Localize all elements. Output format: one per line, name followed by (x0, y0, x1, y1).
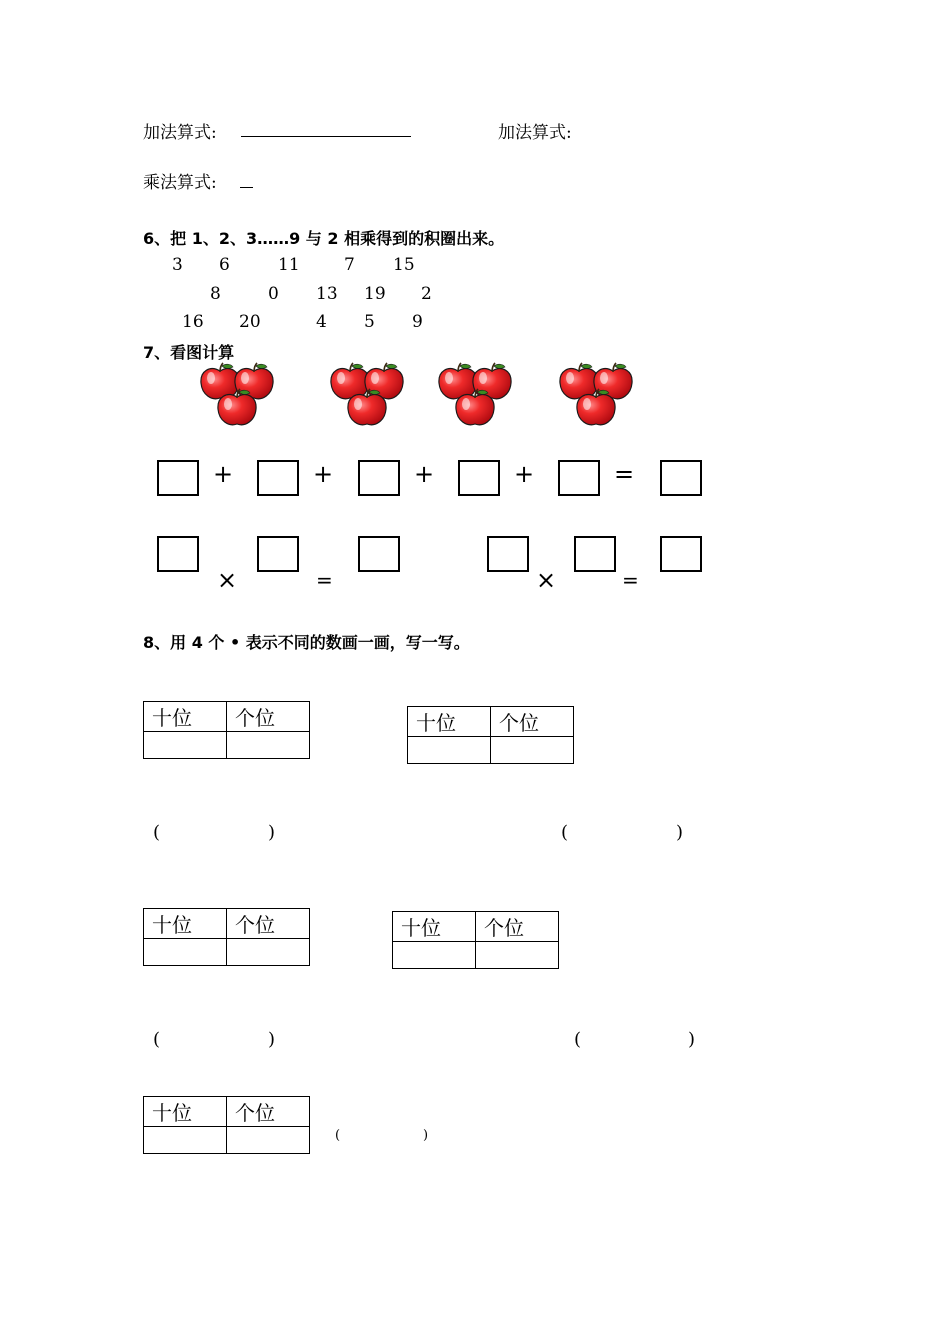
paren-open: ( (574, 1029, 582, 1050)
ones-cell[interactable] (476, 942, 559, 969)
tens-cell[interactable] (408, 737, 491, 764)
paren-open: ( (335, 1128, 341, 1143)
paren-open: ( (153, 1029, 161, 1050)
answer-box[interactable] (660, 536, 702, 572)
q6-number[interactable]: 9 (412, 312, 423, 332)
addition-answer-line-1[interactable] (241, 136, 411, 137)
answer-box[interactable] (660, 460, 702, 496)
q6-number[interactable]: 8 (210, 284, 221, 304)
plus-sign: + (213, 460, 234, 488)
times-sign: × (536, 566, 557, 594)
apple-group-icon (328, 361, 408, 431)
apple-group-icon (557, 361, 637, 431)
paren-open: ( (561, 822, 569, 843)
ones-cell[interactable] (227, 939, 310, 966)
plus-sign: + (313, 460, 334, 488)
paren-close: ) (268, 1029, 276, 1050)
ones-cell[interactable] (227, 732, 310, 759)
equals-sign: = (622, 568, 639, 592)
q6-number[interactable]: 6 (219, 255, 230, 275)
q6-number[interactable]: 7 (344, 255, 355, 275)
tens-header: 十位 (144, 909, 227, 939)
answer-box[interactable] (558, 460, 600, 496)
answer-box[interactable] (574, 536, 616, 572)
q8-title: 8、用 4 个 • 表示不同的数画一画，写一写。 (143, 633, 470, 652)
q6-number[interactable]: 4 (316, 312, 327, 332)
apple-group-icon (198, 361, 278, 431)
tens-cell[interactable] (393, 942, 476, 969)
q6-number[interactable]: 3 (172, 255, 183, 275)
ones-cell[interactable] (491, 737, 574, 764)
tens-header: 十位 (144, 702, 227, 732)
ones-header: 个位 (491, 707, 574, 737)
ones-header: 个位 (227, 702, 310, 732)
paren-open: ( (153, 822, 161, 843)
paren-close: ) (268, 822, 276, 843)
tens-header: 十位 (408, 707, 491, 737)
paren-close: ) (688, 1029, 696, 1050)
answer-box[interactable] (358, 536, 400, 572)
equals-sign: = (614, 460, 635, 488)
answer-box[interactable] (458, 460, 500, 496)
ones-cell[interactable] (227, 1127, 310, 1154)
tens-cell[interactable] (144, 939, 227, 966)
answer-box[interactable] (157, 536, 199, 572)
plus-sign: + (414, 460, 435, 488)
answer-box[interactable] (487, 536, 529, 572)
ones-header: 个位 (227, 1097, 310, 1127)
q6-number[interactable]: 5 (364, 312, 375, 332)
tens-cell[interactable] (144, 732, 227, 759)
place-value-table (407, 706, 574, 764)
answer-box[interactable] (257, 460, 299, 496)
paren-close: ) (676, 822, 684, 843)
place-value-table (143, 701, 310, 759)
ones-header: 个位 (227, 909, 310, 939)
q6-number[interactable]: 19 (364, 284, 386, 304)
place-value-table (143, 1096, 310, 1154)
q7-title: 7、看图计算 (143, 343, 235, 362)
addition-label-2: 加法算式: (498, 123, 572, 143)
answer-box[interactable] (157, 460, 199, 496)
apple-group-icon (436, 361, 516, 431)
tens-header: 十位 (393, 912, 476, 942)
q6-number[interactable]: 16 (182, 312, 204, 332)
q6-title: 6、把 1、2、3……9 与 2 相乘得到的积圈出来。 (143, 229, 505, 248)
tens-header: 十位 (144, 1097, 227, 1127)
q6-number[interactable]: 20 (239, 312, 261, 332)
plus-sign: + (514, 460, 535, 488)
q6-number[interactable]: 0 (268, 284, 279, 304)
tens-cell[interactable] (144, 1127, 227, 1154)
paren-close: ) (423, 1128, 429, 1143)
answer-box[interactable] (358, 460, 400, 496)
times-sign: × (217, 566, 238, 594)
q6-number[interactable]: 15 (393, 255, 415, 275)
q6-number[interactable]: 11 (278, 255, 300, 275)
ones-header: 个位 (476, 912, 559, 942)
equals-sign: = (316, 568, 333, 592)
answer-box[interactable] (257, 536, 299, 572)
q6-number[interactable]: 13 (316, 284, 338, 304)
multiplication-label: 乘法算式: (143, 173, 217, 193)
addition-label-1: 加法算式: (143, 123, 217, 143)
place-value-table (392, 911, 559, 969)
q6-number[interactable]: 2 (421, 284, 432, 304)
multiplication-answer-line[interactable] (240, 187, 253, 188)
place-value-table (143, 908, 310, 966)
